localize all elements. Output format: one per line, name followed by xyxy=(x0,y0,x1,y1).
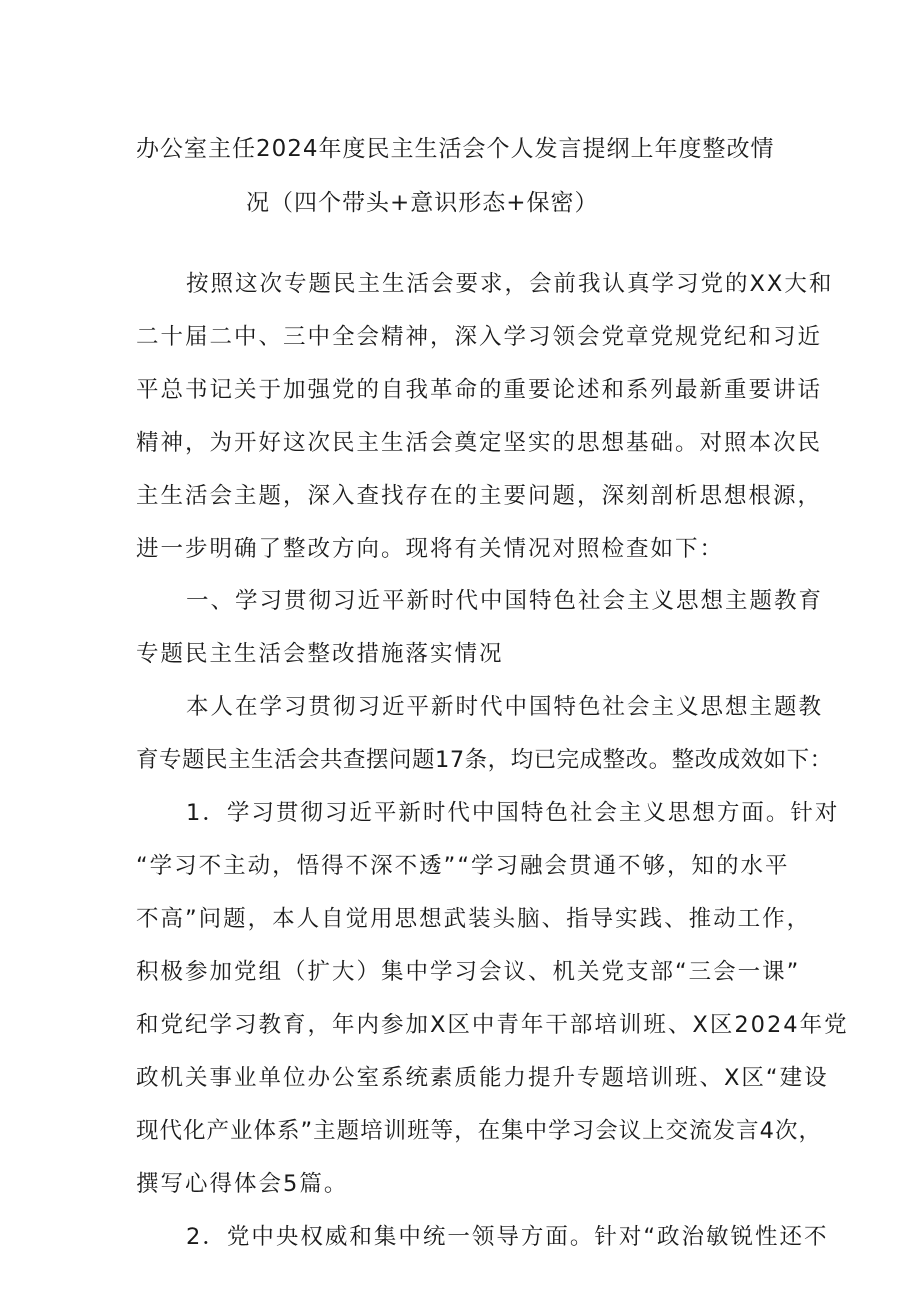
section-heading-line: 专题民主生活会整改措施落实情况 xyxy=(136,641,504,667)
list-item-line: 1．学习贯彻习近平新时代中国特色社会主义思想方面。针对 xyxy=(186,800,840,826)
body-line: 精神，为开好这次民主生活会奠定坚实的思想基础。对照本次民 xyxy=(136,430,823,456)
body-line: 进一步明确了整改方向。现将有关情况对照检查如下： xyxy=(136,536,725,562)
document-title-line-1: 办公室主任2024年度民主生活会个人发言提纲上年度整改情 xyxy=(136,136,775,162)
body-line: 撰写心得体会5篇。 xyxy=(136,1171,349,1197)
body-line: 不高”问题，本人自觉用思想武装头脑、指导实践、推动工作， xyxy=(136,906,812,932)
body-line: “学习不主动，悟得不深不透”“学习融会贯通不够，知的水平 xyxy=(136,853,790,879)
body-line: 积极参加党组（扩大）集中学习会议、机关党支部“三会一课” xyxy=(136,959,801,985)
body-line: 平总书记关于加强党的自我革命的重要论述和系列最新重要讲话 xyxy=(136,377,823,403)
document-title-line-2: 况（四个带头+意识形态+保密） xyxy=(246,190,599,216)
body-line: 本人在学习贯彻习近平新时代中国特色社会主义思想主题教 xyxy=(186,694,824,720)
body-line: 政机关事业单位办公室系统素质能力提升专题培训班、X区“建设 xyxy=(136,1065,829,1091)
body-line: 二十届二中、三中全会精神，深入学习领会党章党规党纪和习近 xyxy=(136,324,823,350)
body-line: 和党纪学习教育，年内参加X区中青年干部培训班、X区2024年党 xyxy=(136,1012,849,1038)
list-item-line: 2．党中央权威和集中统一领导方面。针对“政治敏锐性还不 xyxy=(186,1224,829,1250)
body-line: 按照这次专题民主生活会要求，会前我认真学习党的XX大和 xyxy=(186,271,834,297)
body-line: 育专题民主生活会共查摆问题17条，均已完成整改。整改成效如下： xyxy=(136,747,833,773)
body-line: 现代化产业体系”主题培训班等，在集中学习会议上交流发言4次， xyxy=(136,1118,822,1144)
section-heading-line: 一、学习贯彻习近平新时代中国特色社会主义思想主题教育 xyxy=(186,588,824,614)
body-line: 主生活会主题，深入查找存在的主要问题，深刻剖析思想根源， xyxy=(136,483,823,509)
